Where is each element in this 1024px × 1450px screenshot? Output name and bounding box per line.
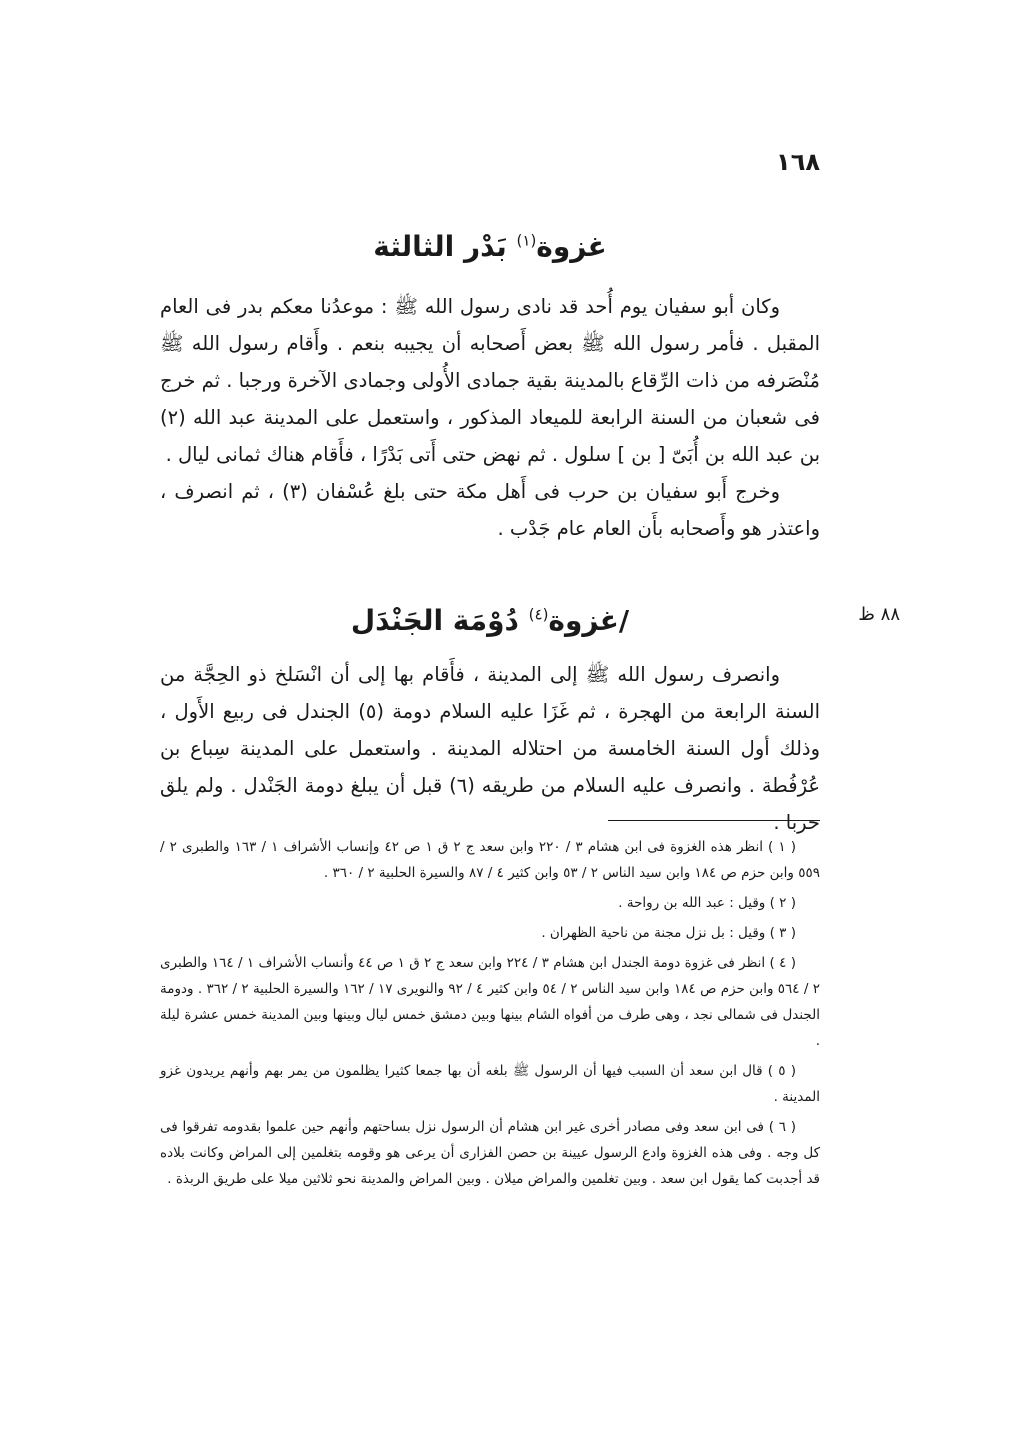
heading-title-start: غزوة (536, 230, 607, 263)
heading-title-end: بَدْر الثالثة (373, 230, 507, 263)
footnote-separator (608, 820, 820, 821)
heading-title-start: /غزوة (548, 604, 630, 637)
footnote: ( ٥ ) قال ابن سعد أن السبب فيها أن الرسول ﷺ بلغه أن بها جمعا كثيرا يظلمون من يمر بهم وأنهم يريدون غزو المدينة . (160, 1063, 820, 1105)
footnote-ref: (١) (516, 231, 537, 250)
page-number: ١٦٨ (776, 148, 820, 176)
margin-note: ٨٨ ظ (858, 604, 900, 625)
paragraph: وخرج أَبو سفيان بن حرب فى أَهل مكة حتى بلغ عُسْفان (٣) ، ثم انصرف ، واعتذر هو وأَصحابه بأَن العام عام جَدْب . (160, 480, 820, 540)
section-heading-dumat (160, 604, 820, 637)
footnote: ( ٤ ) انظر فى غزوة دومة الجندل ابن هشام ٣ / ٢٢٤ وابن سعد ج ٢ ق ١ ص ٤٤ وأنساب الأشراف ١ / ١٦٤ والطبرى ٢ / ٥٦٤ وابن حزم ص ١٨٤ وابن سيد الناس ٢ / ٥٤ وابن كثير ٤ / ٩٢ والنويرى ١٧ / ١٦٢ والسيرة الحلبية ٢ / ٣٦٢ . ودومة الجندل فى شمالى نجد ، وهى طرف من أفواه الشام بينها وبين دمشق خمس ليال وبينها وبين المدينة خمس عشرة ليلة . (160, 955, 820, 1049)
footnote: ( ٢ ) وقيل : عبد الله بن رواحة . (618, 895, 796, 911)
footnote-ref: (٤) (528, 605, 549, 624)
footnotes (160, 834, 820, 1196)
paragraph: وكان أبو سفيان يوم أُحد قد نادى رسول الله ﷺ : موعدُنا معكم بدر فى العام المقبل . فأمر رسول الله ﷺ بعض أَصحابه أن يجيبه بنعم . وأَقام رسول الله ﷺ مُنْصَرفه من ذات الرِّقاع بالمدينة بقية جمادى الأُولى وجمادى الآخرة ورجبا . ثم خرج فى شعبان من السنة الرابعة للميعاد المذكور ، واستعمل على المدينة عبد الله (٢) بن عبد الله بن أُبَىّ [ بن ] سلول . ثم نهض حتى أَتى بَدْرًا ، فأَقام هناك ثمانى ليال . (160, 295, 820, 466)
footnote: ( ٦ ) فى ابن سعد وفى مصادر أخرى غير ابن هشام أن الرسول نزل بساحتهم وأنهم حين علموا بقدومه تفرقوا فى كل وجه . وفى هذه الغزوة وادع الرسول عيينة بن حصن الفزارى أن يرعى هو وقومه بتغلمين إلى المراض وكانت بلاده قد أجدبت كما يقول ابن سعد . وبين تغلمين والمراض ميلان . وبين المراض والمدينة نحو ثلاثين ميلا على طريق الربذة . (160, 1119, 820, 1187)
footnote: ( ١ ) انظر هذه الغزوة فى ابن هشام ٣ / ٢٢٠ وابن سعد ج ٢ ق ١ ص ٤٢ وإنساب الأشراف ١ / ١٦٣ والطبرى ٢ / ٥٥٩ وابن حزم ص ١٨٤ وابن سيد الناس ٢ / ٥٣ وابن كثير ٤ / ٨٧ والسيرة الحلبية ٢ / ٣٦٠ . (160, 839, 820, 881)
footnote: ( ٣ ) وقيل : بل نزل مجنة من ناحية الظهران . (541, 925, 796, 941)
section-body-badr (160, 288, 820, 547)
section-body-dumat (160, 656, 820, 841)
section-heading-badr (160, 230, 820, 263)
heading-title-end: دُوْمَة الجَنْدَل (350, 604, 519, 637)
paragraph: وانصرف رسول الله ﷺ إلى المدينة ، فأَقام بها إلى أن انْسَلخ ذو الحِجَّة من السنة الرابعة من الهجرة ، ثم غَزَا عليه السلام دومة (٥) الجندل فى ربيع الأَول ، وذلك أول السنة الخامسة من احتلاله المدينة . واستعمل على المدينة سِباع بن عُرْفُطة . وانصرف عليه السلام من طريقه (٦) قبل أن يبلغ دومة الجَنْدل . ولم يلق حربا . (160, 663, 821, 834)
